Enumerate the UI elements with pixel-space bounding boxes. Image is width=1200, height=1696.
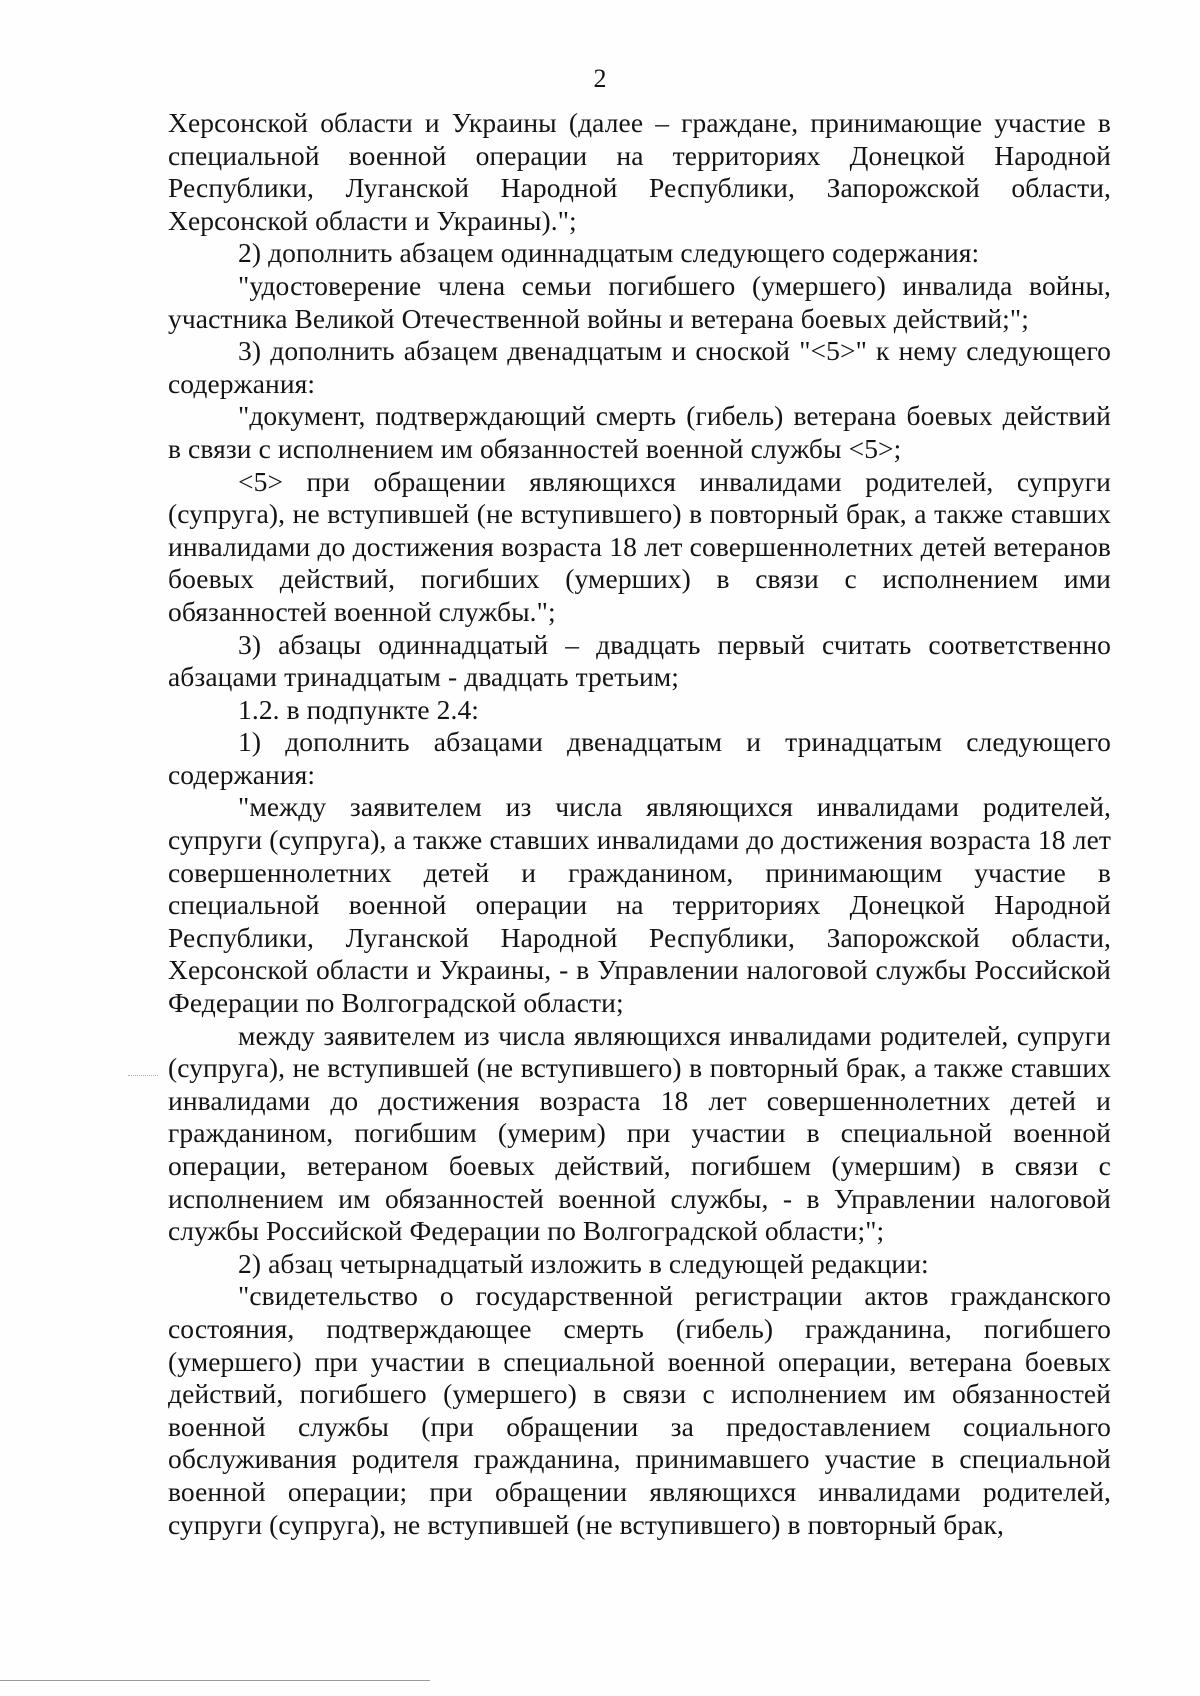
paragraph-quote-document: "документ, подтверждающий смерть (гибель) ветерана боевых действий в связи с исполнением им обязанностей военной службы <5>; [168,400,1111,464]
document-body [168,107,1111,1541]
paragraph-item-3-add-twelfth: 3) дополнить абзацем двенадцатым и сноской "<5>" к нему следующего содержания: [168,335,1111,399]
paragraph-quote-between-applicant-participant: "между заявителем из числа являющихся инвалидами родителей, супруги (супруга), а также ставших инвалидами до достижения возраста 18 лет совершеннолетних детей и гражданином, принимающим участие в специальной военной операции на территориях Донецкой Народной Республики, Луганской Народной Республики, Запорожской области, Херсонской области и Украины, - в Управлении налоговой службы Российской Федерации по Волгоградской области; [168,791,1111,1019]
paragraph-item-1-add-twelfth-thirteenth: 1) дополнить абзацами двенадцатым и тринадцатым следующего содержания: [168,726,1111,790]
paragraph-between-applicant-deceased: между заявителем из числа являющихся инвалидами родителей, супруги (супруга), не вступившей (не вступившего) в повторный брак, а также ставших инвалидами до достижения возраста 18 лет совершеннолетних детей и гражданином, погибшим (умерим) при участии в специальной военной операции, ветераном боевых действий, погибшем (умершим) в связи с исполнением им обязанностей военной службы, - в Управлении налоговой службы Российской Федерации по Волгоградской области;"; [168,1019,1111,1247]
paragraph-item-2-add-eleventh: 2) дополнить абзацем одиннадцатым следующего содержания: [238,237,980,269]
paragraph-subclause-1-2: 1.2. в подпункте 2.4: [238,693,480,725]
paragraph-quote-registration-certificate: "свидетельство о государственной регистрации актов гражданского состояния, подтверждающее смерть (гибель) гражданина, погибшего (умершего) при участии в специальной военной операции, ветерана боевых действий, погибшего (умершего) в связи с исполнением им обязанностей военной службы (при обращении за предоставлением социального обслуживания родителя гражданина, принимавшего участие в специальной военной операции; при обращении являющихся инвалидами родителей, супруги (супруга), не вступившей (не вступившего) в повторный брак, [168,1280,1111,1540]
paragraph-footnote-5: <5> при обращении являющихся инвалидами родителей, супруги (супруга), не вступившей (не вступившего) в повторный брак, а также ставших инвалидами до достижения возраста 18 лет совершеннолетних детей ветеранов боевых действий, погибших (умерших) в связи с исполнением ими обязанностей военной службы."; [168,465,1111,627]
margin-mark [128,1075,158,1076]
page-number: 2 [593,64,607,93]
paragraph-continuation: Херсонской области и Украины (далее – граждане, принимающие участие в специальной военной операции на территориях Донецкой Народной Республики, Луганской Народной Республики, Запорожской области, Херсонской области и Украины)."; [168,107,1111,236]
paragraph-item-2-fourteenth: 2) абзац четырнадцатый изложить в следующей редакции: [238,1247,929,1279]
paragraph-quote-certificate: "удостоверение члена семьи погибшего (умершего) инвалида войны, участника Великой Отечественной войны и ветерана боевых действий;"; [168,269,1111,334]
paragraph-item-3-renumber: 3) абзацы одиннадцатый – двадцать первый считать соответственно абзацами тринадцатым - двадцать третьим; [168,628,1111,693]
scan-bottom-line [0,1680,430,1681]
